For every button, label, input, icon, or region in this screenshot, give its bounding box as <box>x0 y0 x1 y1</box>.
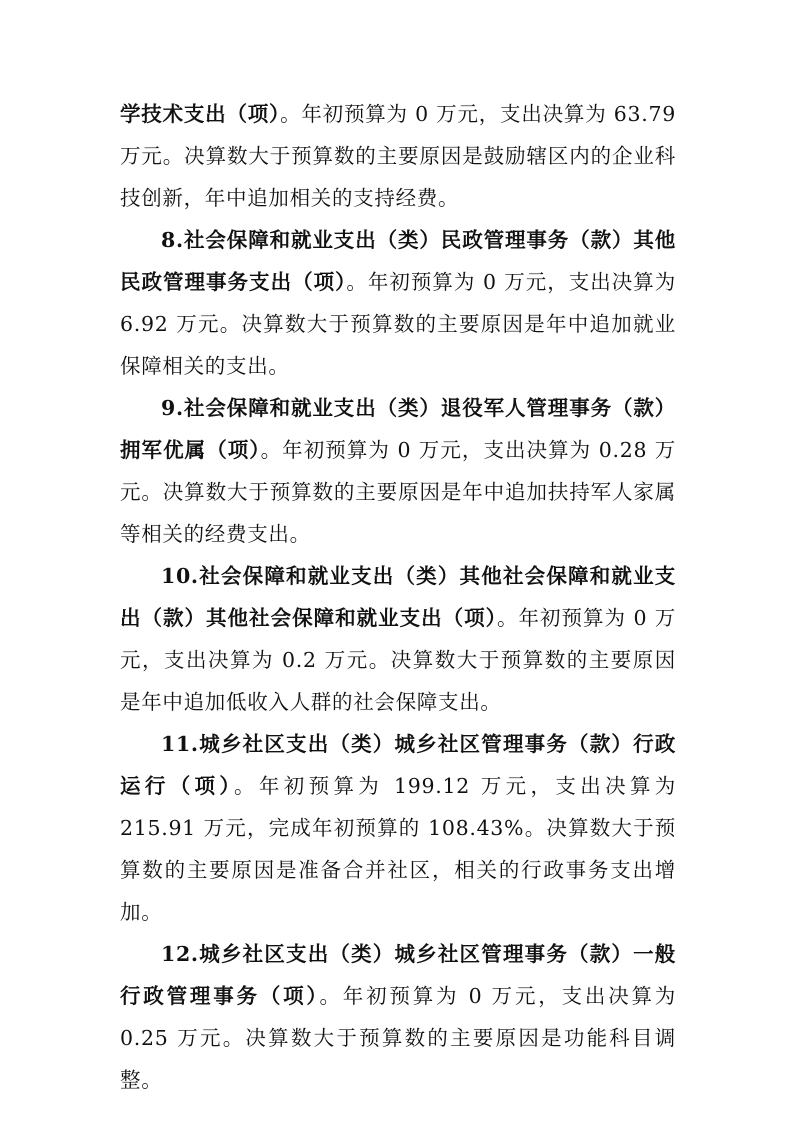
paragraph-item-12 <box>120 933 676 1101</box>
paragraph-lead: 8.社会保障和就业支出（类）民政管理事务（款）其他民政管理事务支出（项） <box>120 228 676 294</box>
paragraph-text: 。年初预算为 0 万元，支出决算为 63.79 万元。决算数大于预算数的主要原因是鼓励辖区内的企业科技创新，年中追加相关的支持经费。 <box>120 102 676 210</box>
paragraph-science-tech-expense <box>120 93 676 219</box>
paragraph-item-8 <box>120 219 676 387</box>
paragraph-lead: 11.城乡社区支出（类）城乡社区管理事务（款）行政运行（项） <box>120 732 676 798</box>
paragraph-text: 。年初预算为 0 万元，支出决算为 6.92 万元。决算数大于预算数的主要原因是年中追加就业保障相关的支出。 <box>120 270 677 378</box>
paragraph-item-11 <box>120 723 676 933</box>
paragraph-item-10 <box>120 555 676 723</box>
paragraph-text: 。年初预算为 0 万元，支出决算为 0.25 万元。决算数大于预算数的主要原因是功能科目调整。 <box>120 984 676 1092</box>
paragraph-item-9 <box>120 387 676 555</box>
paragraph-lead: 学技术支出（项） <box>120 102 281 126</box>
paragraph-lead: 10.社会保障和就业支出（类）其他社会保障和就业支出（款）其他社会保障和就业支出（项） <box>120 564 676 630</box>
paragraph-lead: 9.社会保障和就业支出（类）退役军人管理事务（款）拥军优属（项） <box>120 396 676 462</box>
document-body <box>120 93 676 1101</box>
paragraph-text: 。年初预算为 199.12 万元，支出决算为 215.91 万元，完成年初预算的 108.43%。决算数大于预算数的主要原因是准备合并社区，相关的行政事务支出增加。 <box>120 774 677 924</box>
paragraph-lead: 12.城乡社区支出（类）城乡社区管理事务（款）一般行政管理事务（项） <box>120 942 676 1008</box>
paragraph-text: 。年初预算为 0 万元，支出决算为 0.2 万元。决算数大于预算数的主要原因是年中追加低收入人群的社会保障支出。 <box>120 606 676 714</box>
paragraph-text: 。年初预算为 0 万元，支出决算为 0.28 万元。决算数大于预算数的主要原因是年中追加扶持军人家属等相关的经费支出。 <box>120 438 676 546</box>
